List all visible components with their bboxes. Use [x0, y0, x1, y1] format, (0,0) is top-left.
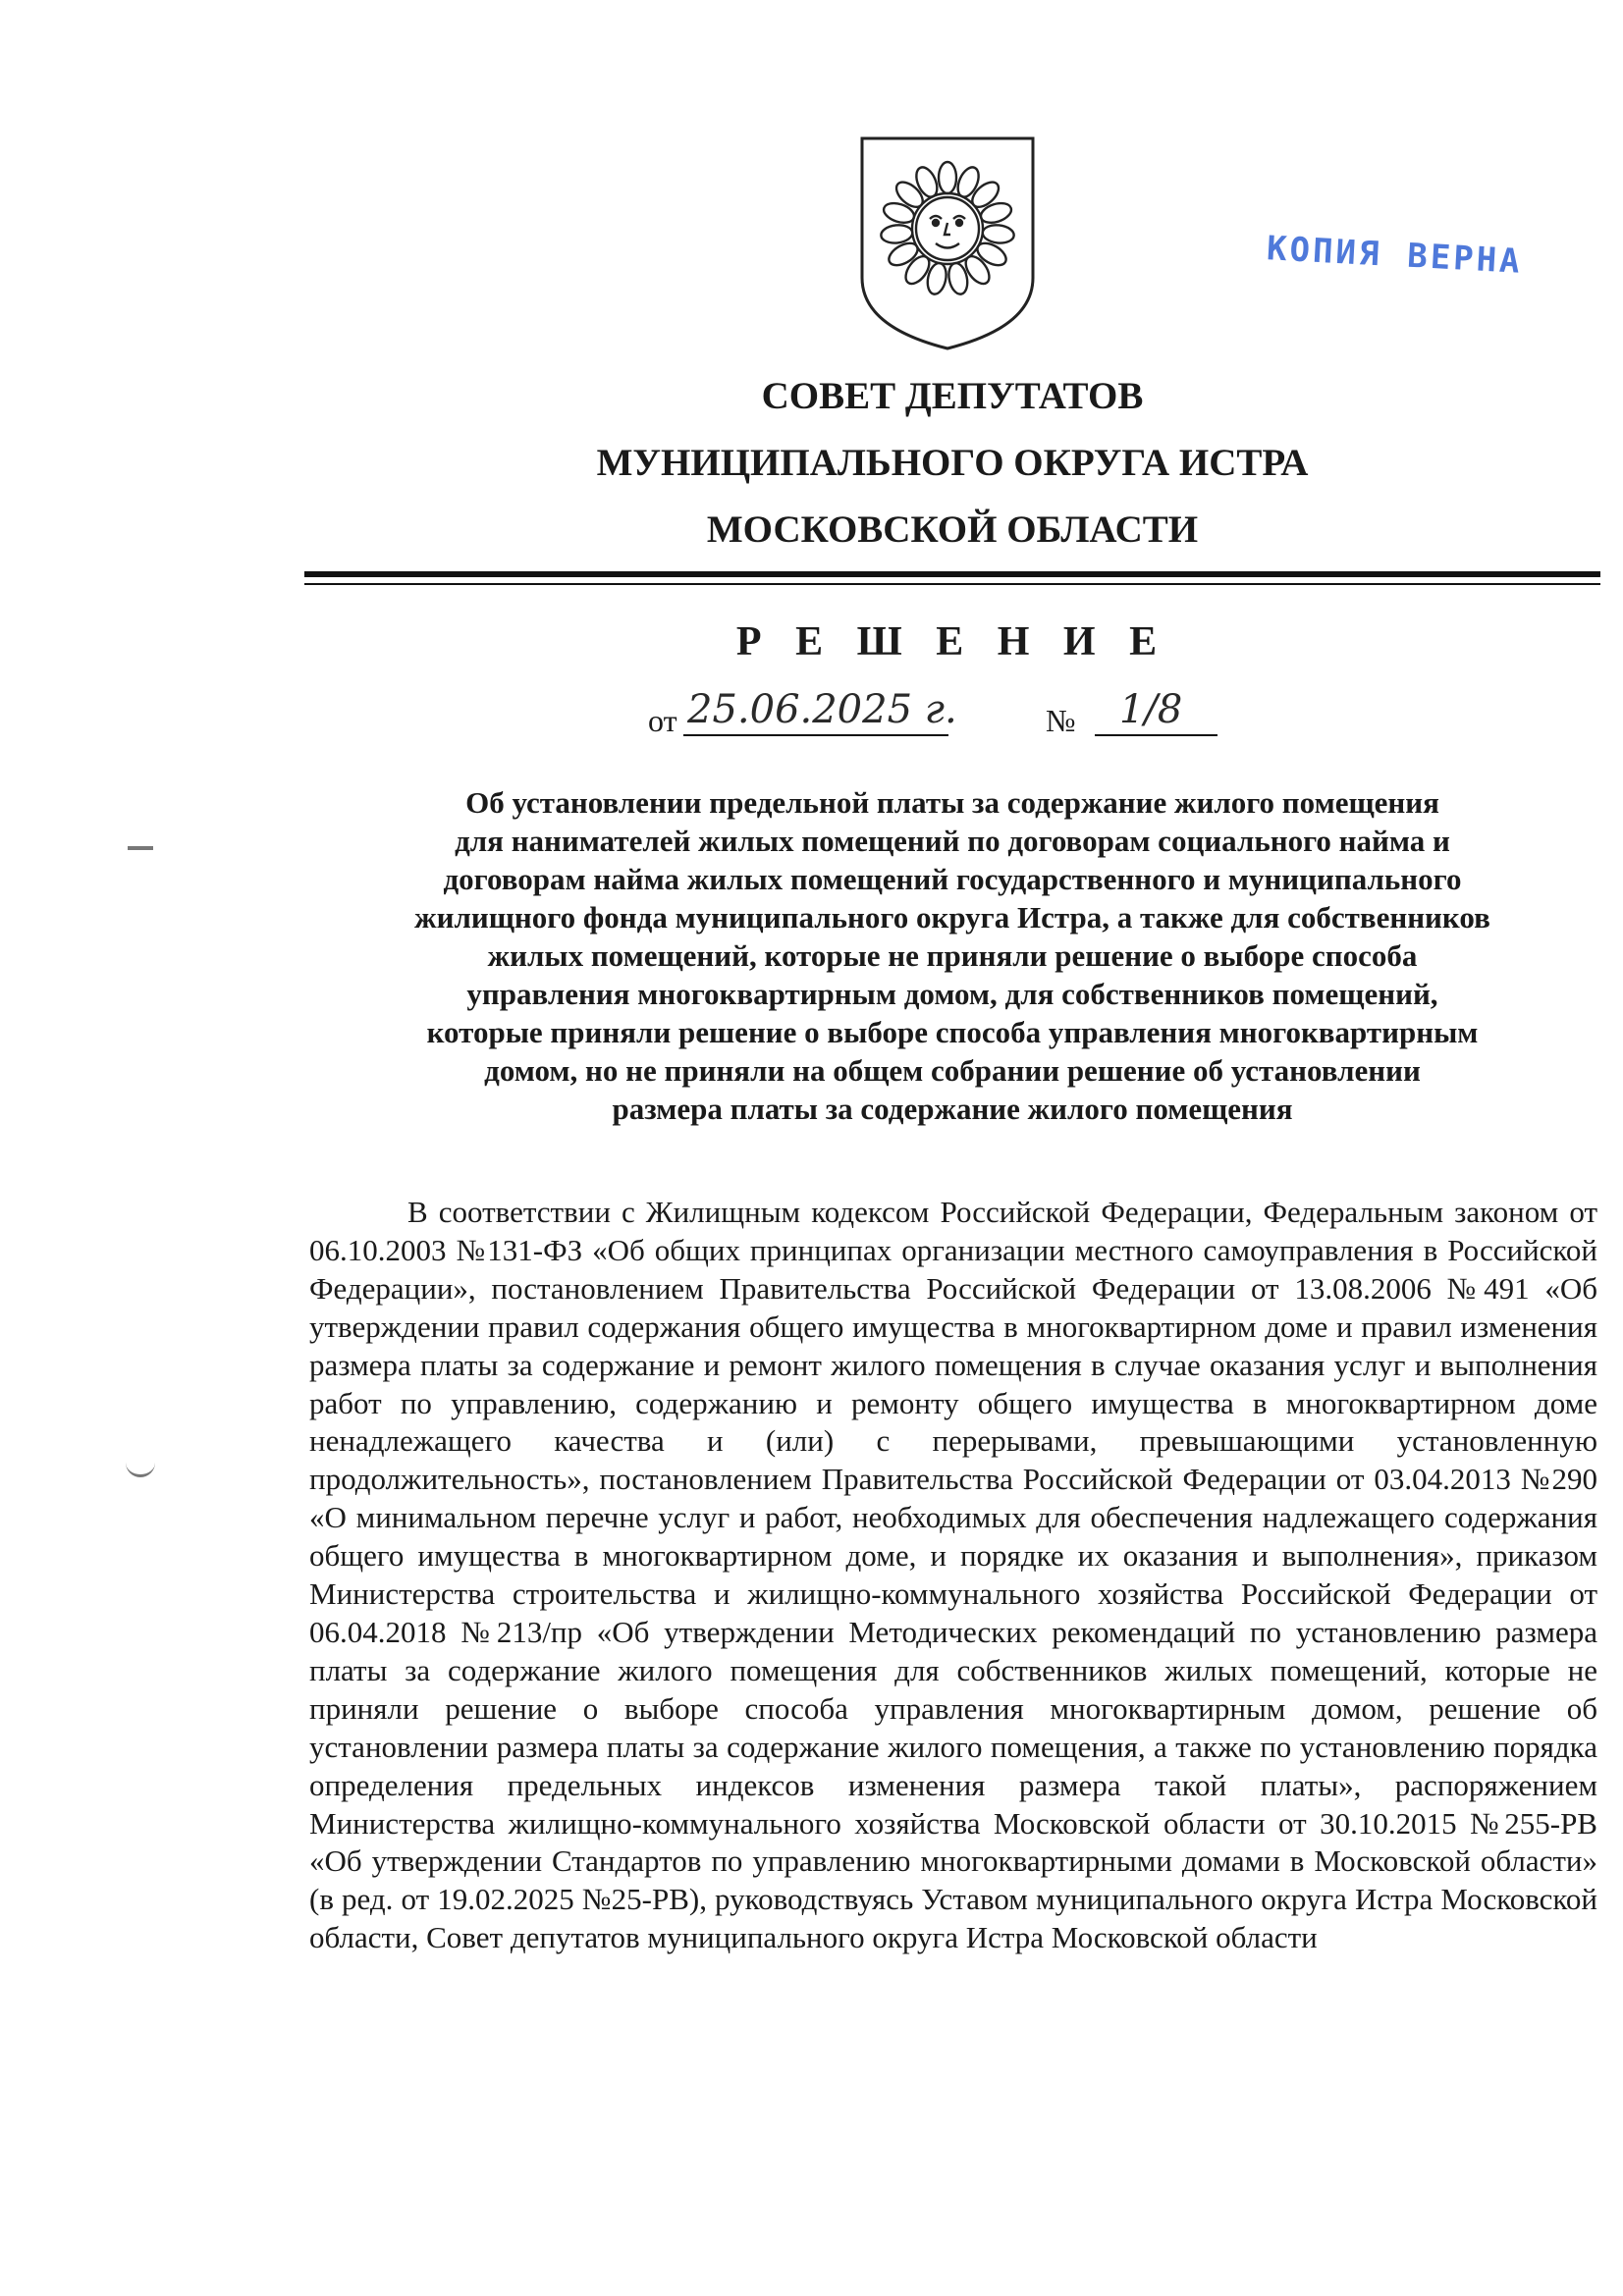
org-name-line-1: СОВЕТ ДЕПУТАТОВ	[761, 375, 1144, 417]
scan-artifact-mark	[128, 846, 153, 850]
title-line: жилищного фонда муниципального округа Истра, а также для собственников	[414, 900, 1490, 934]
title-line: которые приняли решение о выборе способа управления многоквартирным	[426, 1015, 1479, 1049]
header-divider-thick	[304, 571, 1600, 577]
title-line: управления многоквартирным домом, для собственников помещений,	[466, 977, 1438, 1011]
header-divider-thin	[304, 583, 1600, 585]
body-paragraph: В соответствии с Жилищным кодексом Российской Федерации, Федеральным законом от 06.10.2003 №131-ФЗ «Об общих принципах организации местного самоуправления в Российской Федерации», постановлением Правительства Российской Федерации от 13.08.2006 №491 «Об утверждении правил содержания общего имущества в многоквартирном доме и правил изменения размера платы за содержание и ремонт жилого помещения в случае оказания услуг и выполнения работ по управлению, содержанию и ремонту общего имущества в многоквартирном доме ненадлежащего качества и (или) с перерывами, превышающими установленную продолжительность», постановлением Правительства Российской Федерации от 03.04.2013 №290 «О минимальном перечне услуг и работ, необходимых для обеспечения надлежащего содержания общего имущества в многоквартирном доме, и порядке их оказания и выполнения», приказом Министерства строительства и жилищно-коммунального хозяйства Российской Федерации от 06.04.2018 №213/пр «Об утверждении Методических рекомендаций по установлению размера платы за содержание жилого помещения для собственников жилых помещений, которые не приняли решение о выборе способа управления многоквартирным домом, решение об установлении размера платы за содержание жилого помещения, а также по установлению порядка определения предельных индексов изменения размера такой платы», распоряжением Министерства жилищно-коммунального хозяйства Московской области от 30.10.2015 №255-РВ «Об утверждении Стандартов по управлению многоквартирными домами в Московской области» (в ред. от 19.02.2025 №25-РВ), руководствуясь Уставом муниципального округа Истра Московской области, Совет депутатов муниципального округа Истра Московской области	[309, 1195, 1597, 1955]
coat-of-arms-emblem	[854, 131, 1041, 354]
title-line: для нанимателей жилых помещений по договорам социального найма и	[455, 824, 1450, 858]
number-label: №	[1046, 703, 1076, 738]
org-name-line-3: МОСКОВСКОЙ ОБЛАСТИ	[706, 508, 1199, 551]
document-type-heading: Р Е Ш Е Н И Е	[735, 619, 1169, 665]
number-underline	[1095, 734, 1217, 736]
stamp-word-2: ВЕРНА	[1406, 236, 1524, 282]
copy-certified-stamp	[1266, 229, 1523, 282]
scan-artifact-arc	[126, 1463, 155, 1477]
date-label: от	[648, 703, 677, 738]
title-line: размера платы за содержание жилого помещения	[612, 1092, 1293, 1126]
title-line: договорам найма жилых помещений государственного и муниципального	[443, 862, 1462, 896]
handwritten-number: 1/8	[1119, 687, 1183, 732]
date-underline	[683, 734, 948, 736]
handwritten-date: 25.06.2025 г.	[687, 687, 957, 732]
title-line: жилых помещений, которые не приняли решение о выборе способа	[487, 938, 1418, 973]
document-title	[314, 783, 1591, 1128]
org-name-line-2: МУНИЦИПАЛЬНОГО ОКРУГА ИСТРА	[596, 442, 1309, 484]
title-line: Об установлении предельной платы за содержание жилого помещения	[465, 785, 1439, 820]
title-line: домом, но не приняли на общем собрании решение об установлении	[484, 1053, 1421, 1088]
stamp-word-1: КОПИЯ	[1266, 229, 1383, 275]
